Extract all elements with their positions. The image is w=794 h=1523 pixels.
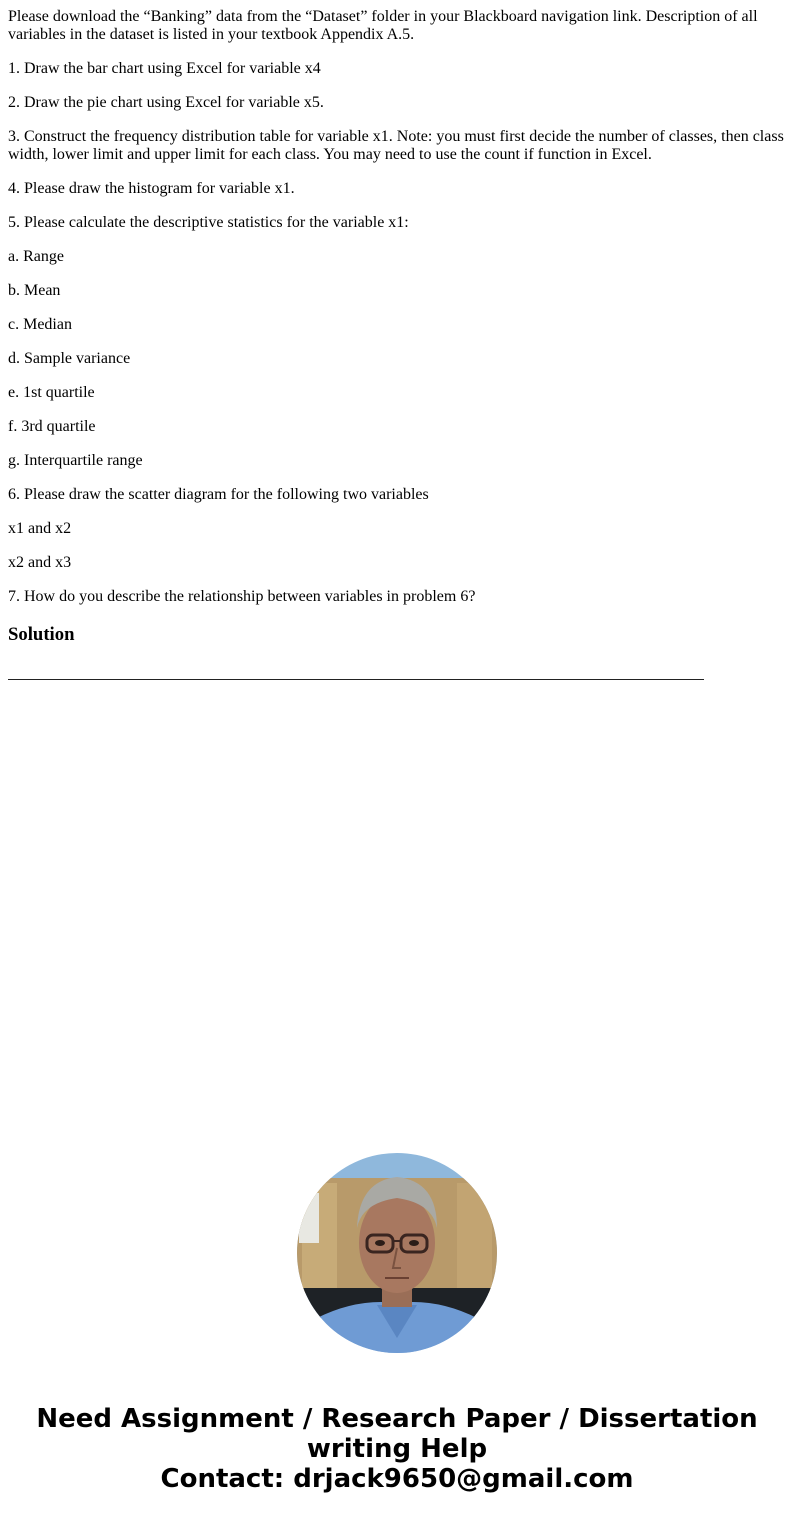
question-6: 6. Please draw the scatter diagram for the following two variables — [8, 486, 429, 503]
question-1: 1. Draw the bar chart using Excel for variable x4 — [8, 60, 321, 77]
question-5d: d. Sample variance — [8, 350, 131, 367]
question-7: 7. How do you describe the relationship between variables in problem 6? — [8, 588, 476, 605]
question-5g: g. Interquartile range — [8, 452, 143, 469]
question-5a: a. Range — [8, 248, 64, 265]
contact-banner — [0, 1404, 794, 1494]
contact-email: Contact: drjack9650@gmail.com — [160, 1464, 634, 1494]
question-5e: e. 1st quartile — [8, 384, 95, 401]
avatar — [297, 1153, 497, 1353]
solution-heading: Solution — [8, 624, 75, 645]
question-6-pair-2: x2 and x3 — [8, 554, 72, 571]
banner-line-2: writing Help — [306, 1434, 488, 1464]
question-5b: b. Mean — [8, 282, 61, 299]
horizontal-divider — [8, 679, 704, 680]
question-5c: c. Median — [8, 316, 72, 333]
question-3: 3. Construct the frequency distribution table for variable x1. Note: you must first decide the number of classes, then class width, lower limit and upper limit for each class. You may need to use the count if function in Excel. — [8, 128, 784, 163]
question-6-pair-1: x1 and x2 — [8, 520, 72, 537]
document-body — [8, 0, 788, 646]
question-5: 5. Please calculate the descriptive statistics for the variable x1: — [8, 214, 409, 231]
question-2: 2. Draw the pie chart using Excel for variable x5. — [8, 94, 324, 111]
avatar-photo-icon — [297, 1153, 497, 1353]
banner-line-1: Need Assignment / Research Paper / Dissertation — [36, 1404, 758, 1434]
intro-paragraph: Please download the “Banking” data from the “Dataset” folder in your Blackboard navigation link. Description of all variables in the dataset is listed in your textbook Appendix A.5. — [8, 8, 758, 43]
question-5f: f. 3rd quartile — [8, 418, 96, 435]
question-4: 4. Please draw the histogram for variable x1. — [8, 180, 295, 197]
